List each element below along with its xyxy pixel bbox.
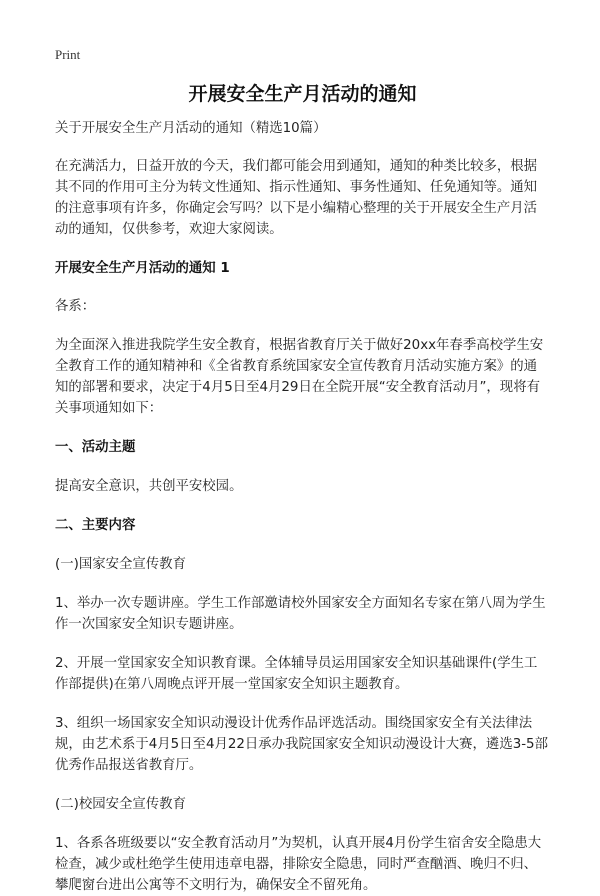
intro-paragraph: 在充满活力，日益开放的今天，我们都可能会用到通知，通知的种类比较多，根据其不同的作用可主分为转文性通知、指示性通知、事务性通知、任免通知等。通知的注意事项有许多，你确定会写吗？以下是小编精心整理的关于开展安全生产月活动的通知，仅供参考，欢迎大家阅读。 xyxy=(55,159,538,237)
main-paragraph: 为全面深入推进我院学生安全教育，根据省教育厅关于做好20xx年春季高校学生安全教育工作的通知精神和《全省教育系统国家安全宣传教育月活动实施方案》的通知的部署和要求，决定于4月5日至4月29日在全院开展“安全教育活动月”，现将有关事项通知如下： xyxy=(55,338,544,416)
print-link[interactable]: Print xyxy=(55,47,81,62)
theme-text: 提高安全意识，共创平安校园。 xyxy=(55,479,243,494)
subheading-campus-security: (二)校园安全宣传教育 xyxy=(55,797,186,812)
subheading-national-security: (一)国家安全宣传教育 xyxy=(55,557,186,572)
heading-activity-theme: 一、活动主题 xyxy=(55,440,136,455)
salutation: 各系： xyxy=(55,299,96,314)
list-item: 3、组织一场国家安全知识动漫设计优秀作品评选活动。围绕国家安全有关法律法规，由艺术系于4月5日至4月22日承办我院国家安全知识动漫设计大赛，遴选3-5部优秀作品报送省教育厅。 xyxy=(55,716,548,773)
list-item: 1、各系各班级要以“安全教育活动月”为契机，认真开展4月份学生宿舍安全隐患大检查，减少或杜绝学生使用违章电器，排除安全隐患，同时严查酗酒、晚归不归、攀爬窗台进出公寓等不文明行为，确保安全不留死角。 xyxy=(55,836,542,893)
document-body xyxy=(55,118,550,896)
heading-main-content: 二、主要内容 xyxy=(55,518,136,533)
list-item: 2、开展一堂国家安全知识教育课。全体辅导员运用国家安全知识基础课件(学生工作部提供)在第八周晚点评开展一堂国家安全知识主题教育。 xyxy=(55,656,538,692)
document-title: 开展安全生产月活动的通知 xyxy=(188,83,417,105)
list-item: 1、举办一次专题讲座。学生工作部邀请校外国家安全方面知名专家在第八周为学生作一次国家安全知识专题讲座。 xyxy=(55,596,546,632)
section-heading-notice-1: 开展安全生产月活动的通知 1 xyxy=(55,261,230,276)
document-subtitle: 关于开展安全生产月活动的通知（精选10篇） xyxy=(55,121,327,136)
